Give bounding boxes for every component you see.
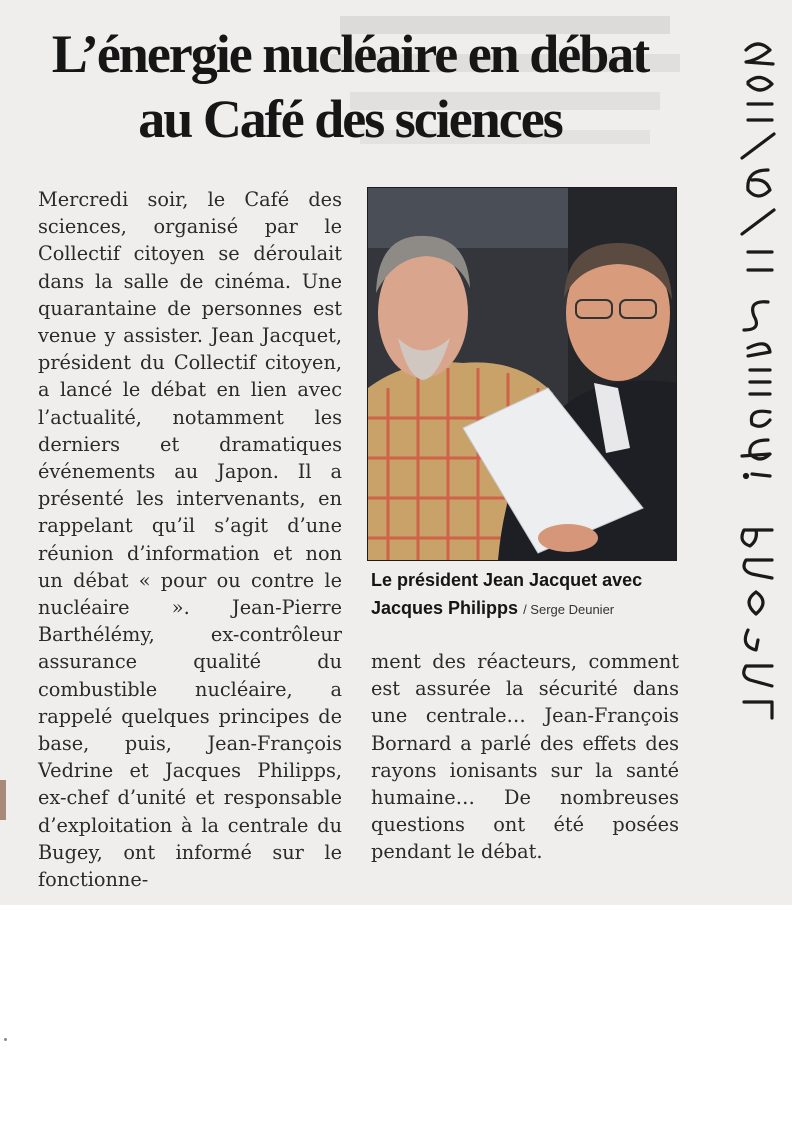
headline-line-2: au Café des sciences: [138, 89, 562, 149]
caption-subject: Jacques Philipps: [371, 598, 519, 618]
photo-credit: / Serge Deunier: [523, 602, 615, 617]
caption-line-1: Le président Jean Jacquet avec: [371, 570, 643, 590]
handwritten-source-annotation: [728, 30, 788, 720]
caption-line-2: [371, 594, 681, 624]
headline: [20, 22, 680, 152]
margin-mark: [0, 780, 6, 820]
scan-speck: [4, 1038, 7, 1041]
photo-illustration: [368, 188, 676, 560]
headline-line-1: L’énergie nucléaire en débat: [51, 24, 649, 84]
handwritten-signature-graphic: [728, 30, 788, 720]
article-column-1: Mercredi soir, le Café des sciences, organisé par le Collectif citoyen se déroulait dans la salle de cinéma. Une quarantaine de personnes est venue y assister. Jean Jacquet, président du Collectif citoyen, a lancé le débat en lien avec l’actualité, notamment les derniers et dramatiques événements au Japon. Il a présenté les intervenants, en rappelant qu’il s’agit d’une réunion d’information et non un débat « pour ou contre le nucléaire ». Jean-Pierre Barthélémy, ex-contrôleur assurance qualité du combustible nucléaire, a rappelé quelques principes de base, puis, Jean-François Vedrine et Jacques Philipps, ex-chef d’unité et responsable d’exploitation à la centrale du Bugey, ont informé sur le fonctionne-: [38, 188, 342, 892]
photo-caption: [371, 566, 681, 624]
article-column-2: ment des réacteurs, comment est assurée la sécurité dans une centrale… Jean-François Bornard a parlé des effets des rayons ionisants sur la santé humaine… De nombreuses questions ont été posées pendant le débat.: [371, 650, 679, 864]
article-photo: [367, 187, 677, 561]
